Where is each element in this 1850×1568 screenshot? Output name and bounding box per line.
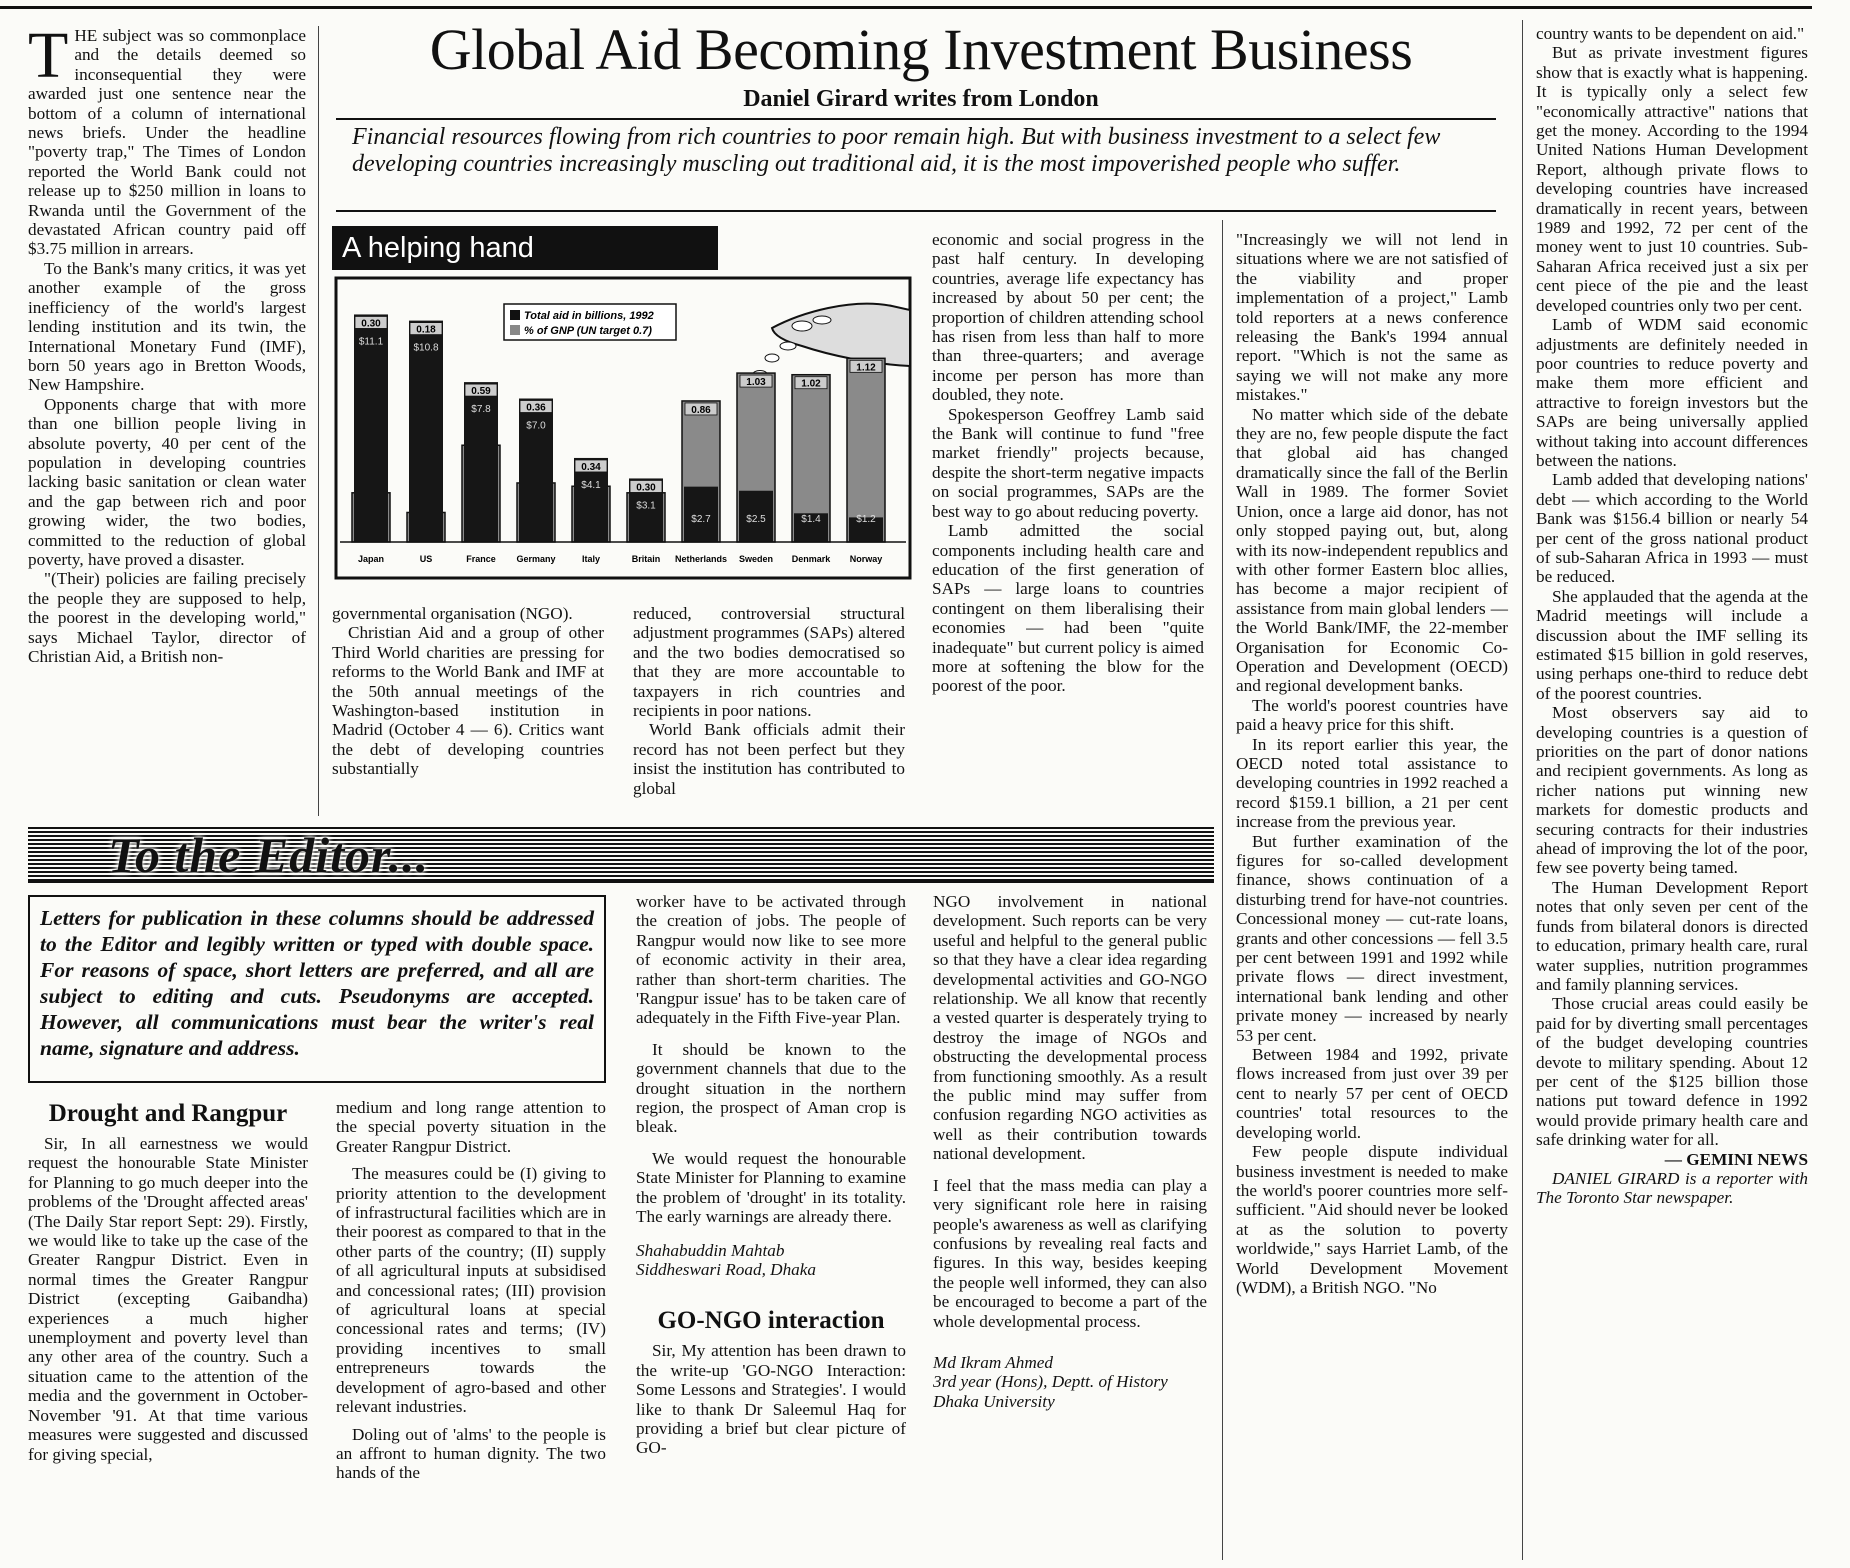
letter-paragraph: medium and long range attention to the special poverty situation in the Greater Rangpur District. bbox=[336, 1098, 606, 1156]
column-divider bbox=[318, 26, 319, 816]
article-paragraph: But as private investment figures show that is exactly what is happening. It is typically only a select few "economically attractive" nations that get the money. According to the 1994 United Nations Human Development Report, although private flows to developing countries have increased dramatically in recent years, between 1989 and 1992, 72 per cent of the money went to just 10 countries. Sub-Saharan Africa received just a six per cent piece of the pie and the least developed countries only two per cent. bbox=[1536, 43, 1808, 315]
article-paragraph: Lamb of WDM said economic adjustments are definitely needed in poor countries to reduce poverty and make them more efficient and attractive to foreign investors but the SAPs are being universally applied without taking into account differences between the nations. bbox=[1536, 315, 1808, 470]
pct-label: 0.18 bbox=[416, 324, 436, 336]
pct-label: 1.03 bbox=[746, 377, 766, 389]
article-paragraph: The Human Development Report notes that only seven per cent of the funds from bilateral donors is directed to education, primary health care, rural water supplies, nutrition programmes and family planning services. bbox=[1536, 877, 1808, 994]
letter-paragraph: NGO involvement in national development. Such reports can be very useful and helpful to the general public so that they have a clear idea regarding developmental activities and GO-NGO relationship. We all know that recently a vested quarter is desperately trying to destroy the image of NGOs and obstructing the developmental process from functioning smoothly. As a result the public mind may suffer from confusion regarding NGO activities as well as their contribution towards national development. bbox=[933, 892, 1207, 1164]
article-column-4 bbox=[932, 230, 1204, 696]
article-paragraph: Those crucial areas could easily be paid for by diverting small percentages of the budget developing countries devote to military spending. About 12 per cent of the $125 billion those nations put toward defence in 1992 would provide primary health care and safe drinking water for all. bbox=[1536, 994, 1808, 1150]
article-paragraph: World Bank officials admit their record has not been perfect but they insist the institution has contributed to global bbox=[633, 720, 905, 798]
news-agency-credit: — GEMINI NEWS bbox=[1664, 1149, 1808, 1169]
chart-title: A helping hand bbox=[332, 226, 718, 270]
article-column-3 bbox=[633, 604, 905, 798]
article-byline: Daniel Girard writes from London bbox=[743, 86, 1099, 112]
value-label: $1.2 bbox=[856, 514, 876, 525]
pct-label: 0.86 bbox=[691, 404, 711, 416]
article-paragraph: Between 1984 and 1992, private flows increased from just over 39 per cent to nearly 57 per cent of OECD countries' total resources to the developing world. bbox=[1236, 1045, 1508, 1142]
letter-signature-name: Md Ikram Ahmed bbox=[933, 1352, 1053, 1372]
legend-swatch-total bbox=[510, 310, 520, 320]
category-label: US bbox=[419, 554, 433, 564]
category-label: Britain bbox=[631, 554, 661, 564]
author-credit: DANIEL GIRARD is a reporter with The Toronto Star newspaper. bbox=[1536, 1168, 1808, 1208]
article-paragraph: Lamb admitted the social components including health care and education of the first generation of SAPs — large loans to countries contingent on them liberalising their economies — had been "quite inadequate" but current policy is aimed more at softening the blow for the poorest of the poor. bbox=[932, 521, 1204, 696]
article-column-1 bbox=[28, 19, 306, 666]
category-label: Japan bbox=[357, 554, 385, 564]
letter-signature-dept: 3rd year (Hons), Deptt. of History bbox=[933, 1372, 1168, 1392]
top-rule bbox=[0, 6, 1812, 9]
letter-paragraph: It should be known to the government channels that due to the drought situation in the northern region, the prospect of Aman crop is bleak. bbox=[636, 1039, 906, 1137]
drop-cap: T bbox=[28, 19, 69, 92]
value-label: $10.8 bbox=[413, 342, 439, 354]
letter-signature-university: Dhaka University bbox=[933, 1391, 1055, 1411]
category-label: Italy bbox=[581, 554, 601, 564]
letter-paragraph: Sir, In all earnestness we would request the honourable State Minister for Planning to go much deeper into the problems of the 'Drought affected areas' (The Daily Star report Sept: 29). Firstly, we would like to take up the case of the Greater Rangpur District. Even in normal times the Greater Rangpur District (excepting Gaibandha) experiences a much higher unemployment and poverty level than any other area of the country. Such a situation came to the attention of the media and the government in October-November '91. At that time various measures were suggested and discussed for giving special, bbox=[28, 1134, 308, 1464]
article-column-5 bbox=[1236, 230, 1508, 1297]
column-divider bbox=[1522, 20, 1523, 1560]
pct-label: 1.12 bbox=[856, 362, 876, 374]
deck-rule-top bbox=[336, 118, 1496, 120]
letter-paragraph: Sir, My attention has been drawn to the write-up 'GO-NGO Interaction: Some Lessons and Strategies'. I would like to thank Dr Saleemul Haq for providing a brief but clear picture of GO- bbox=[636, 1341, 906, 1458]
letter-paragraph: We would request the honourable State Minister for Planning to examine the problem of 'drought' in its totality. The early warnings are already there. bbox=[636, 1148, 906, 1227]
pct-label: 0.34 bbox=[581, 461, 601, 473]
letter-gongo-column bbox=[933, 892, 1207, 1411]
pct-label: 0.30 bbox=[636, 482, 656, 494]
article-paragraph: Few people dispute individual business investment is needed to make the world's poorer countries more self-sufficient. "Aid should never be looked at as the solution to poverty worldwide," says Harriet Lamb, of the World Development Movement (WDM), a British NGO. "No bbox=[1236, 1142, 1508, 1297]
pct-label: 0.59 bbox=[471, 386, 491, 398]
editor-instructions-box: Letters for publication in these columns should be addressed to the Editor and legibly written or typed with double space. For reasons of space, short letters are preferred, and all are subject to editing and cuts. Pseudonyms are accepted. However, all communications must bear the writer's real name, signature and address. bbox=[28, 895, 606, 1083]
article-paragraph: Spokesperson Geoffrey Lamb said the Bank will continue to fund "free market friendly" projects because, despite the short-term negative impacts on social programmes, SAPs are the best way to go about reducing poverty. bbox=[932, 404, 1204, 521]
article-paragraph: country wants to be dependent on aid." bbox=[1536, 24, 1805, 43]
legend-label-pct: % of GNP (UN target 0.7) bbox=[524, 325, 652, 337]
category-label: Sweden bbox=[738, 554, 774, 564]
category-label: Denmark bbox=[791, 554, 831, 564]
chart-plot bbox=[332, 276, 916, 584]
article-paragraph: Most observers say aid to developing countries is a question of priorities on the part of donor nations and recipient governments. As long as richer nations put winning new markets for domestic products and securing contracts for their industries ahead of improving the lot of the poor, few see poverty being tamed. bbox=[1536, 703, 1808, 878]
category-label: Germany bbox=[516, 554, 556, 564]
deck-rule-bottom bbox=[336, 210, 1496, 212]
article-paragraph: She applauded that the agenda at the Madrid meetings will include a discussion about the IMF selling its estimated $15 billion in gold reserves, using perhaps one-third to reduce debt of the poorest countries. bbox=[1536, 586, 1808, 703]
value-label: $7.0 bbox=[526, 420, 546, 432]
pct-label: 0.36 bbox=[526, 402, 546, 414]
article-paragraph: In its report earlier this year, the OECD noted total assistance to developing countries in 1992 reached a record $159.1 billion, a 21 per cent increase from the previous year. bbox=[1236, 734, 1508, 832]
article-headline: Global Aid Becoming Investment Business bbox=[429, 17, 1413, 82]
category-label: Netherlands bbox=[674, 554, 728, 564]
article-column-2 bbox=[332, 604, 604, 779]
value-label: $7.8 bbox=[471, 404, 491, 416]
article-deck: Financial resources flowing from rich countries to poor remain high. But with business investment to a select few developing countries increasingly muscling out traditional aid, it is the most impoverished people who suffer. bbox=[352, 124, 1441, 177]
article-paragraph: reduced, controversial structural adjustment programmes (SAPs) altered and the two bodies democratised so that they are more accountable to taxpayers in rich countries and recipients in poor nations. bbox=[633, 604, 905, 721]
value-label: $1.4 bbox=[801, 514, 821, 525]
article-paragraph: economic and social progress in the past half century. In developing countries, average life expectancy has increased by about 50 per cent; the proportion of children attending school has risen from less than half to more than three-quarters; and average income per person has more than doubled, they note. bbox=[932, 230, 1204, 405]
category-label: Norway bbox=[849, 554, 883, 564]
pct-label: 1.02 bbox=[801, 378, 821, 390]
legend-swatch-pct bbox=[510, 325, 520, 335]
article-paragraph: THE subject was so commonplace and the details deemed so inconsequential they were awarded just one sentence near the bottom of a column of international news briefs. Under the headline "poverty trap," The Times of London reported the World Bank could not release up to $250 million in loans to Rwanda until the Government of the devastated African country paid off $3.75 million in arrears. bbox=[28, 19, 306, 259]
article-paragraph: governmental organisation (NGO). bbox=[332, 604, 573, 623]
column-divider bbox=[1222, 220, 1223, 1560]
value-label: $3.1 bbox=[636, 500, 656, 512]
aid-chart bbox=[332, 226, 916, 584]
letter-signature-name: Shahabuddin Mahtab bbox=[636, 1240, 785, 1260]
value-label: $11.1 bbox=[358, 336, 384, 348]
article-paragraph: "Increasingly we will not lend in situations where we are not satisfied of the viability and proper implementation of a project," Lamb told reporters at a news conference releasing the Bank's 1994 annual report. "Which is not the same as saying we will not make any more mistakes." bbox=[1236, 230, 1508, 405]
value-label: $2.5 bbox=[746, 514, 766, 525]
editor-banner-title: To the Editor... bbox=[108, 827, 430, 883]
bar-total-aid bbox=[354, 314, 388, 542]
article-paragraph: Opponents charge that with more than one billion people living in absolute poverty, 40 per cent of the population in developing countries lacking basic sanitation or clean water and the gap between rich and poor growing wider, the two bodies, committed to the reduction of global poverty, have proved a disaster. bbox=[28, 394, 306, 569]
article-paragraph: The world's poorest countries have paid a heavy price for this shift. bbox=[1236, 695, 1508, 735]
hand-with-coins-icon bbox=[753, 304, 910, 378]
article-paragraph: "(Their) policies are failing precisely the people they are supposed to help, the poorest in the developing world," says Michael Taylor, director of Christian Aid, a British non- bbox=[28, 569, 306, 666]
letter-title: GO-NGO interaction bbox=[657, 1307, 885, 1335]
letter-title: Drought and Rangpur bbox=[48, 1100, 288, 1127]
article-paragraph: Lamb added that developing nations' debt — which according to the World Bank was $156.4 billion or nearly 54 per cent of the gross national product of sub-Saharan Africa in 1993 — must be reduced. bbox=[1536, 470, 1808, 587]
legend-label-total: Total aid in billions, 1992 bbox=[524, 310, 654, 322]
bar-total-aid bbox=[409, 321, 443, 542]
value-label: $2.7 bbox=[691, 514, 711, 525]
letter-paragraph: worker have to be activated through the creation of jobs. The people of Rangpur would now like to see more of economic activity in their area, rather than short-term charities. The 'Rangpur issue' has to be taken care of adequately in the Fifth Five-year Plan. bbox=[636, 892, 906, 1028]
pct-label: 0.30 bbox=[361, 318, 381, 330]
article-column-6 bbox=[1536, 24, 1808, 1208]
chart-legend bbox=[504, 304, 676, 340]
letter-drought-column-1 bbox=[28, 1100, 308, 1464]
article-paragraph: To the Bank's many critics, it was yet another example of the gross inefficiency of the world's largest lending institution and its twin, the International Monetary Fund (IMF), born 50 years ago in Bretton Woods, New Hampshire. bbox=[28, 258, 306, 395]
letter-paragraph: I feel that the mass media can play a very significant role here in raising people's awareness as well as clarifying confusions by revealing real facts and figures. In this way, besides keeping the people well informed, they can also be encouraged to become a part of the whole developmental process. bbox=[933, 1175, 1207, 1331]
value-label: $4.1 bbox=[581, 479, 601, 491]
editor-section-banner bbox=[28, 827, 1214, 883]
letter-signature-address: Siddheswari Road, Dhaka bbox=[636, 1259, 816, 1279]
letter-drought-column-2 bbox=[336, 1098, 606, 1483]
letter-paragraph: Doling out of 'alms' to the people is an affront to human dignity. The two hands of the bbox=[336, 1424, 606, 1483]
article-paragraph: Christian Aid and a group of other Third World charities are pressing for reforms to the World Bank and IMF at the 50th annual meetings of the Washington-based institution in Madrid (October 4 — 6). Critics want the debt of developing countries substantially bbox=[332, 623, 604, 779]
article-paragraph: But further examination of the figures for so-called development finance, shows continuation of a disturbing trend for have-not countries. Concessional money — cut-rate loans, grants and other concessions — fell 3.5 per cent between 1991 and 1992 while private flows — direct investment, international bank lending and other private money — increased by nearly 53 per cent. bbox=[1236, 831, 1508, 1045]
letter-drought-column-3 bbox=[636, 892, 906, 1458]
category-label: France bbox=[466, 554, 496, 564]
article-paragraph: No matter which side of the debate they are no, few people dispute the fact that global aid has changed dramatically since the fall of the Berlin Wall in 1989. The former Soviet Union, once a large aid donor, has not only stopped paying out, but, along with its now-independent republics and with other former Eastern bloc allies, has become a major recipient of assistance from main global lenders — the World Bank/IMF, the 22-member Organisation for Economic Co-Operation and Development (OECD) and regional development banks. bbox=[1236, 404, 1508, 696]
letter-paragraph: The measures could be (I) giving to priority attention to the development of infrastructural facilities which are in their poorest as compared to that in the other parts of the country; (II) supply of all agricultural inputs at subsidised and concessional rates; (III) provision of agricultural loans at special concessional rates and terms; (IV) providing incentives to small entrepreneurs towards the development of agro-based and other relevant industries. bbox=[336, 1164, 606, 1417]
